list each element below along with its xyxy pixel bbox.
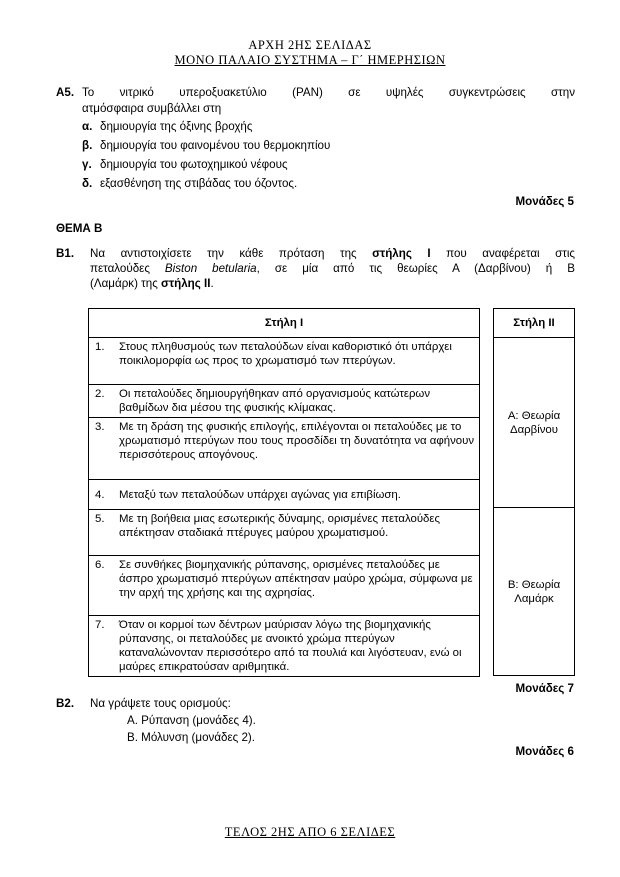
row-number: 1.	[89, 338, 114, 385]
question-b2-prompt: Να γράψετε τους ορισμούς:	[90, 697, 231, 710]
row-text: Όταν οι κορμοί των δέντρων μαύρισαν λόγω της βιομηχανικής ρύπανσης, οι πεταλούδες με ανοικτό χρώμα πτερύγων καταναλώνονταν περισσότερο από τα πουλιά και λιγόστευαν, ενώ οι μαύρες επικρατούσαν αριθμητικά.	[113, 616, 480, 677]
theory-b-label: Β: Θεωρία	[507, 578, 561, 591]
page-header-subtitle-text: ΜΟΝΟ ΠΑΛΑΙΟ ΣΥΣΤΗΜΑ – Γ΄ ΗΜΕΡΗΣΙΩΝ	[174, 53, 446, 67]
row-text: Με τη δράση της φυσικής επιλογής, επιλέγονται οι πεταλούδες με το χρωματισμό πτερύγων που τους προσδίδει τη δυνατότητα να αφήνουν περισσότερους απογόνους.	[113, 418, 480, 480]
table-row	[89, 338, 480, 385]
b1-species-name: Biston betularia	[164, 262, 257, 275]
column-2-table	[493, 308, 575, 676]
table-row	[89, 616, 480, 677]
option-text: εξασθένηση της στιβάδας του όζοντος.	[100, 177, 298, 190]
a5-option-b	[82, 139, 330, 152]
row-text: Σε συνθήκες βιομηχανικής ρύπανσης, ορισμένες πεταλούδες με άσπρο χρωματισμό πτερύγων απέκτησαν μαύρο χρώμα, σύμφωνα με την αρχή της χρήσης και της αχρησίας.	[113, 556, 480, 616]
column-1-header: Στήλη Ι	[89, 309, 480, 338]
column-2-header: Στήλη ΙΙ	[494, 309, 575, 338]
a5-marks: Μονάδες 5	[515, 195, 574, 208]
a5-option-d	[82, 177, 297, 190]
b1-marks: Μονάδες 7	[515, 682, 574, 695]
question-b1-text-line1	[90, 247, 575, 260]
b1-text: .	[210, 277, 214, 290]
table-header-row	[494, 309, 575, 338]
b1-text: Να αντιστοιχίσετε την κάθε πρόταση της	[90, 247, 373, 260]
page-footer: ΤΕΛΟΣ 2ΗΣ ΑΠΟ 6 ΣΕΛΙΔΕΣ	[224, 825, 396, 839]
row-number: 7.	[89, 616, 114, 677]
table-row	[89, 418, 480, 480]
table-row	[89, 510, 480, 556]
question-b1-label: Β1.	[56, 247, 75, 260]
table-row	[494, 508, 575, 676]
b2-item-a: Α. Ρύπανση (μονάδες 4).	[127, 714, 256, 727]
b1-bold-text: στήλης Ι	[372, 247, 431, 260]
row-number: 3.	[89, 418, 114, 480]
question-b1-text-line2	[90, 262, 575, 275]
row-number: 2.	[89, 385, 114, 418]
row-text: Στους πληθυσμούς των πεταλούδων είναι καθοριστικό ότι υπάρχει ποικιλομορφία ως προς το χρωματισμό των πτερύγων.	[113, 338, 480, 385]
theory-a-label: Α: Θεωρία	[507, 409, 561, 422]
option-letter: α.	[82, 120, 93, 133]
table-row	[89, 556, 480, 616]
table-row	[89, 480, 480, 510]
question-b2-label: Β2.	[56, 697, 75, 710]
table-row	[494, 338, 575, 508]
b1-bold-text: στήλης ΙΙ	[161, 277, 211, 290]
question-b1-text-line3	[90, 277, 214, 290]
theory-b-cell	[494, 508, 575, 676]
option-letter: δ.	[82, 177, 93, 190]
column-1-table	[88, 308, 480, 677]
b1-text: πεταλούδες	[90, 262, 165, 275]
theme-heading: ΘΕΜΑ Β	[56, 222, 103, 235]
row-text: Οι πεταλούδες δημιουργήθηκαν από οργανισμούς κατώτερων βαθμίδων δια μέσου της φυσικής κλίμακας.	[113, 385, 480, 418]
option-text: δημιουργία του φωτοχημικού νέφους	[100, 158, 288, 171]
table-row	[89, 385, 480, 418]
b2-item-b: Β. Μόλυνση (μονάδες 2).	[127, 731, 255, 744]
theory-a-name: Δαρβίνου	[509, 423, 558, 436]
question-a5-text-line2: ατμόσφαιρα συμβάλλει στη	[82, 102, 222, 115]
row-number: 5.	[89, 510, 114, 556]
question-a5-label: Α5.	[56, 86, 75, 99]
b1-text: , σε μία από τις θεωρίες Α (Δαρβίνου) ή Β	[256, 262, 575, 275]
page-header-subtitle	[0, 53, 620, 68]
question-a5-text-line1: Το νιτρικό υπεροξυακετύλιο (PAN) σε υψηλές συγκεντρώσεις στην	[82, 86, 575, 99]
row-text: Μεταξύ των πεταλούδων υπάρχει αγώνας για επιβίωση.	[113, 480, 480, 510]
option-letter: β.	[82, 139, 93, 152]
b1-text: (Λαμάρκ) της	[90, 277, 162, 290]
b2-marks: Μονάδες 6	[515, 745, 574, 758]
row-number: 4.	[89, 480, 114, 510]
option-text: δημιουργία της όξινης βροχής	[100, 120, 253, 133]
option-text: δημιουργία του φαινομένου του θερμοκηπίου	[100, 139, 331, 152]
page-header-title: ΑΡΧΗ 2ΗΣ ΣΕΛΙΔΑΣ	[248, 38, 372, 52]
row-number: 6.	[89, 556, 114, 616]
table-header-row	[89, 309, 480, 338]
theory-a-cell	[494, 338, 575, 508]
row-text: Με τη βοήθεια μιας εσωτερικής δύναμης, ορισμένες πεταλούδες απέκτησαν σταδιακά πτέρυγες μαύρου χρωματισμού.	[113, 510, 480, 556]
b1-text: που αναφέρεται στις	[430, 247, 575, 260]
theory-b-name: Λαμάρκ	[514, 592, 554, 605]
a5-option-a	[82, 120, 252, 133]
option-letter: γ.	[82, 158, 92, 171]
a5-option-c	[82, 158, 288, 171]
